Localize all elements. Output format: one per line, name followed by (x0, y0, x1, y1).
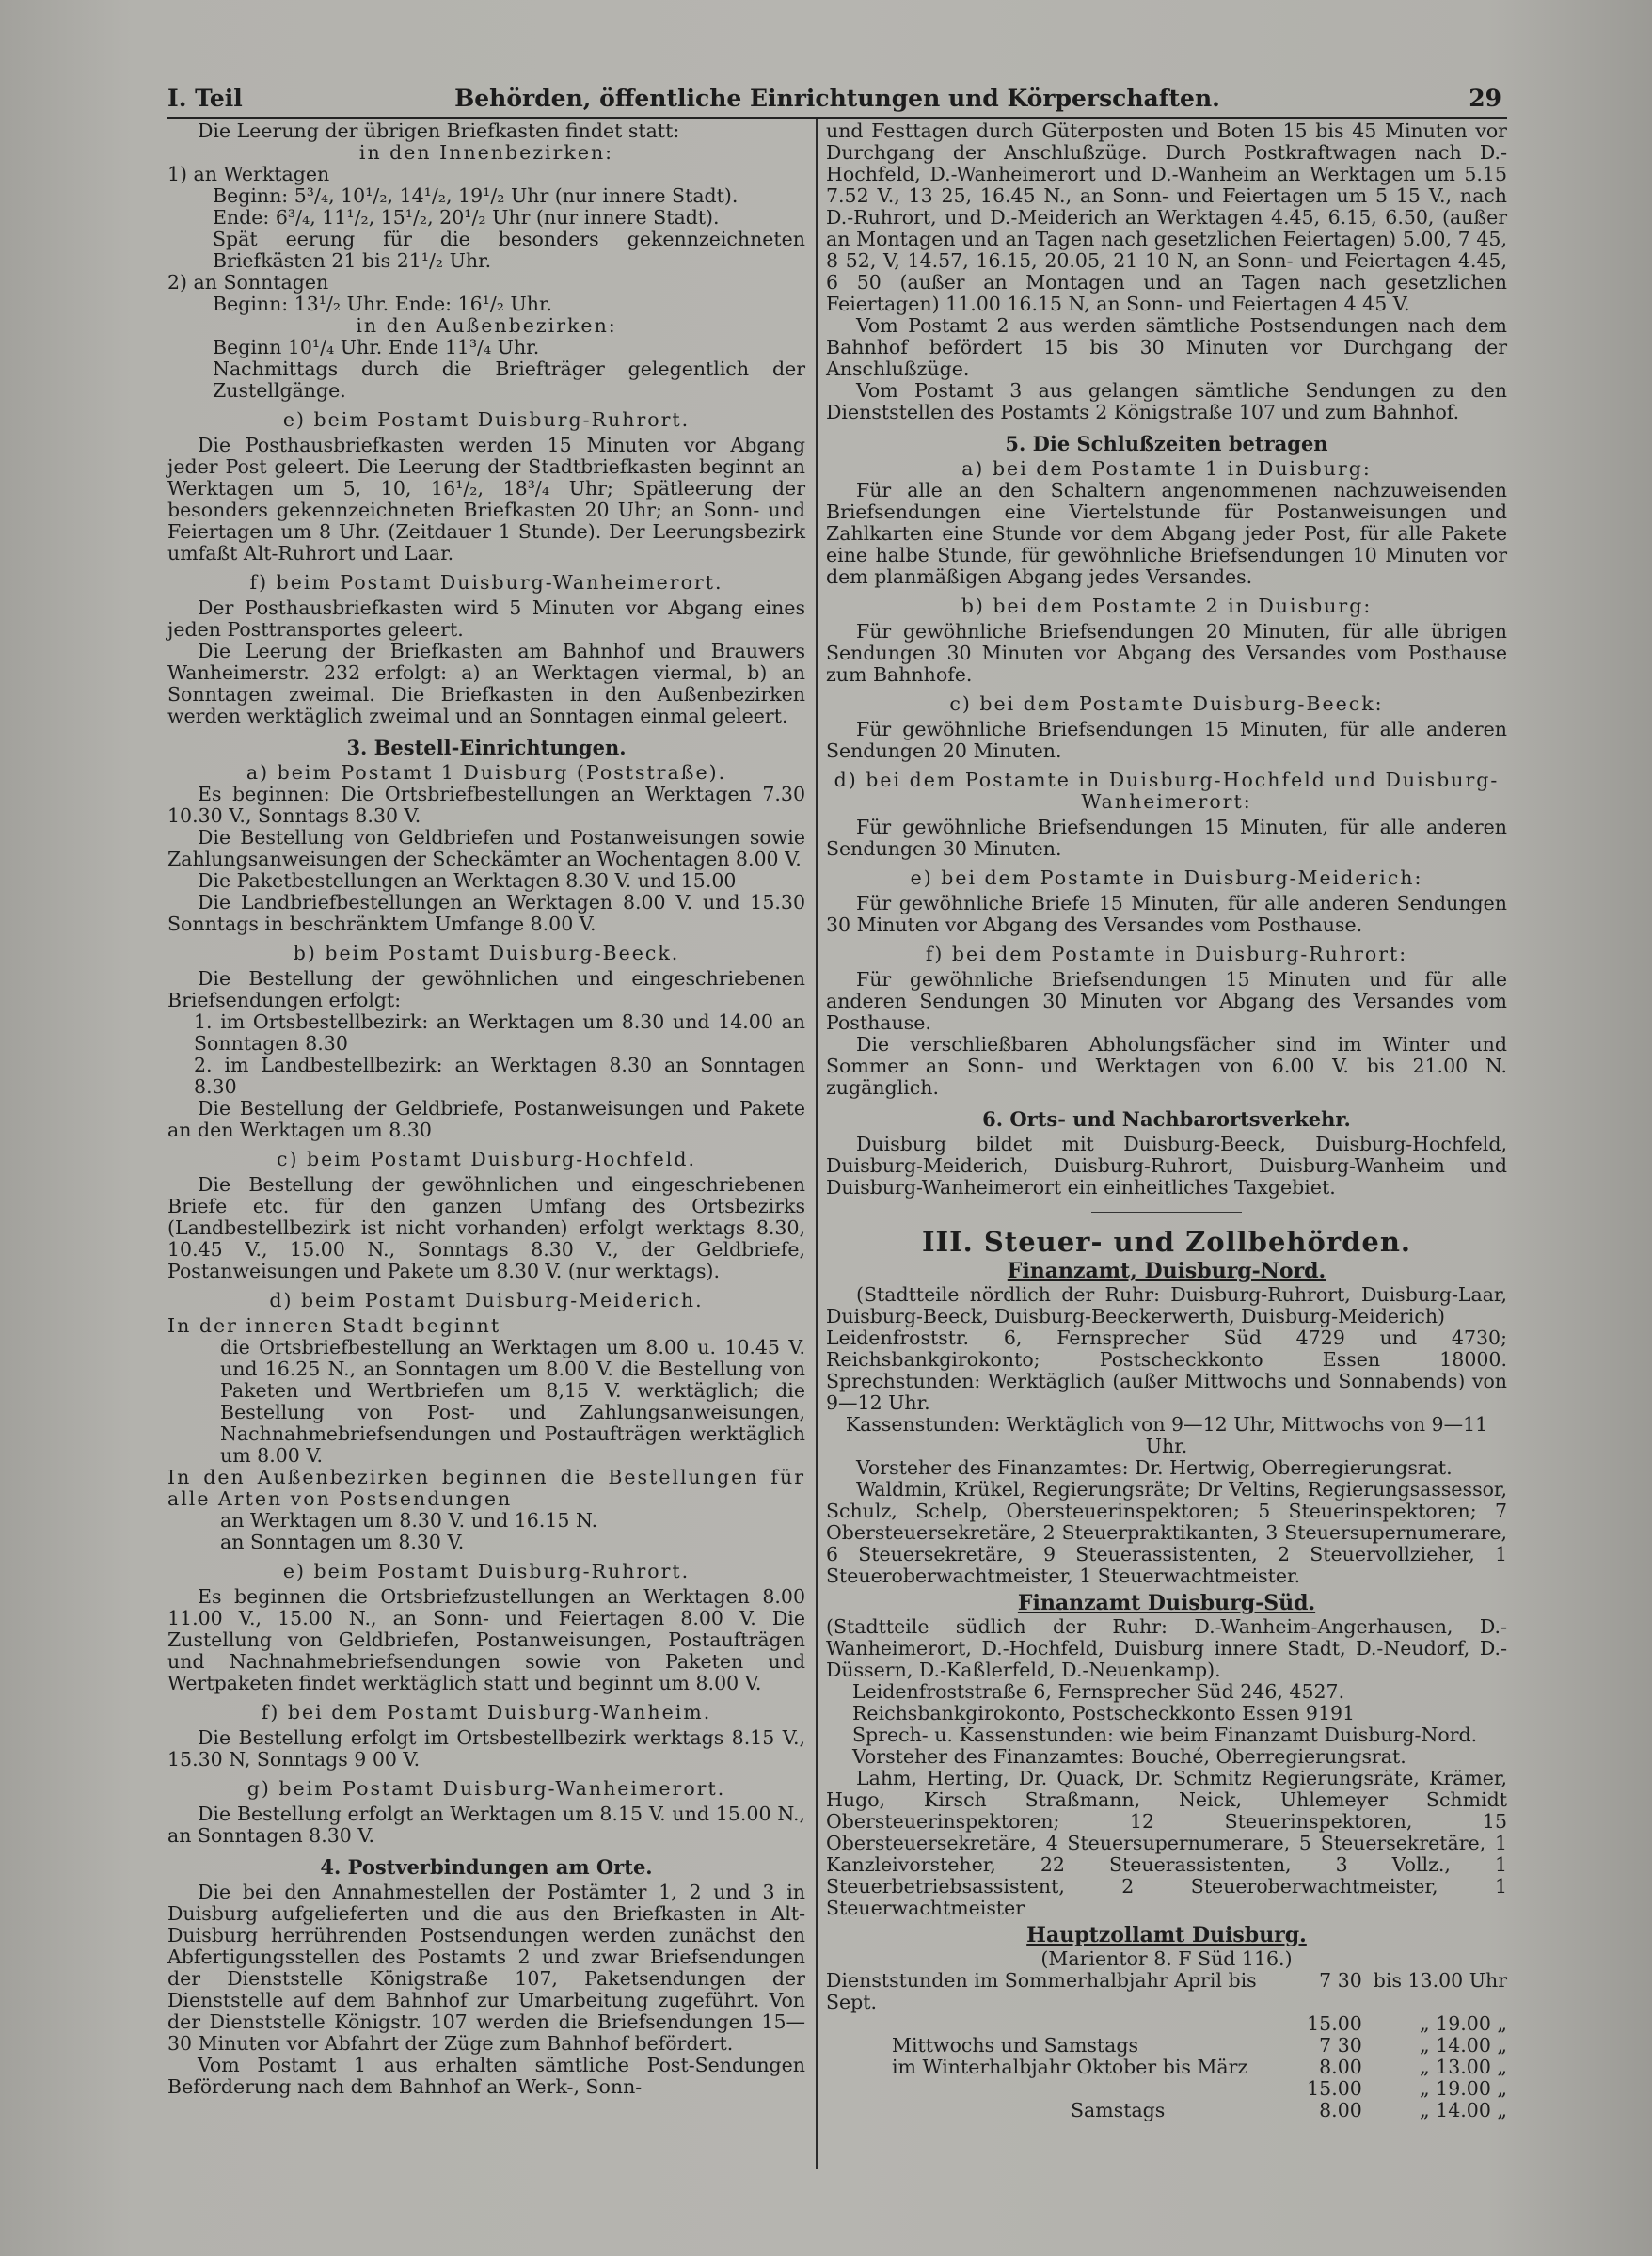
table-cell-from: 7 30 (1319, 2034, 1362, 2057)
subsection-heading: b) bei dem Postamte 2 in Duisburg: (961, 595, 1373, 617)
paragraph: In der inneren Stadt beginnt (167, 1314, 501, 1337)
paragraph: die Ortsbriefbestellung an Werktagen um 8.00 u. 10.45 V. und 16.25 N., an Sonntagen um 8.00 V. die Bestellung von Paketen und Wertbriefen um 8,15 V. werktäglich; die Bestellung von Post- und Zahlungsanweisungen, Nachnahmebriefsendungen und Postaufträgen werktäglich um 8.00 V. (220, 1336, 805, 1467)
table-cell-to: „ 13.00 „ (1420, 2056, 1507, 2078)
list-item: 1. im Ortsbestellbezirk: an Werktagen um 8.30 und 14.00 an Sonntagen 8.30 (194, 1010, 805, 1055)
table-cell-label: Dienststunden im Sommerhalbjahr April bis Sept. (826, 1969, 1257, 2013)
paragraph: Vom Postamt 1 aus erhalten sämtliche Post-Sendungen Beförderung nach dem Bahnhof an Werk-, Sonn- (167, 2054, 805, 2098)
page-number: 29 (1469, 85, 1501, 112)
paragraph: Für gewöhnliche Briefsendungen 15 Minuten und für alle anderen Sendungen 30 Minuten vor Abgang des Versandes vom Posthause. (826, 968, 1507, 1034)
paragraph: Beginn: 13¹/₂ Uhr. Ende: 16¹/₂ Uhr. (213, 293, 553, 315)
paragraph: Die Paketbestellungen an Werktagen 8.30 V. und 15.00 (198, 869, 737, 892)
subsection-heading: f) beim Postamt Duisburg-Wanheimerort. (249, 571, 723, 594)
table-cell-to: „ 14.00 „ (1420, 2034, 1507, 2057)
office-heading: Hauptzollamt Duisburg. (1026, 1923, 1307, 1947)
hours-table (826, 1970, 1507, 2121)
table-cell-label: Mittwochs und Samstags (892, 2034, 1139, 2057)
table-cell-from: 15.00 (1307, 2077, 1362, 2100)
table-row (826, 2078, 1507, 2100)
page-title: Behörden, öffentliche Einrichtungen und Körperschaften. (454, 85, 1220, 112)
paragraph: Reichsbankgirokonto, Postscheckkonto Essen 9191 (852, 1702, 1356, 1724)
subsection-heading: f) bei dem Postamte in Duisburg-Ruhrort: (925, 943, 1408, 965)
paragraph: Die verschließbaren Abholungsfächer sind im Winter und Sommer an Sonn- und Werktagen von 6.00 V. bis 21.00 N. zugänglich. (826, 1033, 1507, 1099)
table-row (826, 2035, 1507, 2057)
section-heading: 5. Die Schlußzeiten betragen (1005, 432, 1328, 455)
paragraph: an Sonntagen um 8.30 V. (220, 1531, 465, 1553)
table-cell-to: bis 13.00 Uhr (1373, 1969, 1507, 1992)
table-cell-from: 8.00 (1319, 2056, 1362, 2078)
paragraph: Vom Postamt 3 aus gelangen sämtliche Sendungen zu den Dienststellen des Postamts 2 Königstraße 107 und zum Bahnhof. (826, 379, 1507, 423)
paragraph: In den Außenbezirken beginnen die Bestellungen für alle Arten von Postsendungen (167, 1466, 805, 1510)
paragraph: Die Leerung der Briefkasten am Bahnhof und Brauwers Wanheimerstr. 232 erfolgt: a) an Werktagen viermal, b) an Sonntagen zweimal. Die Briefkasten in den Außenbezirken werden werktäglich zweimal und an Sonntagen einmal geleert. (167, 640, 805, 727)
paragraph: Vorsteher des Finanzamtes: Bouché, Oberregierungsrat. (852, 1745, 1406, 1768)
paragraph: Die Bestellung der gewöhnlichen und eingeschriebenen Briefsendungen erfolgt: (167, 967, 805, 1011)
paragraph: Die Bestellung erfolgt an Werktagen um 8.15 V. und 15.00 N., an Sonntagen 8.30 V. (167, 1803, 805, 1847)
paragraph: Für gewöhnliche Briefe 15 Minuten, für alle anderen Sendungen 30 Minuten vor Abgang des Versandes vom Posthause. (826, 892, 1507, 936)
table-row (826, 2100, 1507, 2121)
list-label: 2) an Sonntagen (167, 271, 329, 294)
table-row (826, 1970, 1507, 2013)
paragraph: Ende: 6³/₄, 11¹/₂, 15¹/₂, 20¹/₂ Uhr (nur innere Stadt). (213, 206, 720, 229)
paragraph: Die Landbriefbestellungen an Werktagen 8.00 V. und 15.30 Sonntags in beschränktem Umfange 8.00 V. (167, 891, 805, 935)
chapter-heading: III. Steuer- und Zollbehörden. (921, 1226, 1412, 1258)
table-cell-to: „ 19.00 „ (1420, 2077, 1507, 2100)
paragraph: Für gewöhnliche Briefsendungen 15 Minuten, für alle anderen Sendungen 30 Minuten. (826, 816, 1507, 860)
subsection-heading: a) beim Postamt 1 Duisburg (Poststraße). (246, 761, 727, 784)
office-heading: Finanzamt, Duisburg-Nord. (1007, 1259, 1326, 1283)
section-heading: 4. Postverbindungen am Orte. (320, 1855, 653, 1879)
paragraph: (Stadtteile nördlich der Ruhr: Duisburg-Ruhrort, Duisburg-Laar, Duisburg-Beeck, Duisburg-Beeckerwerth, Duisburg-Meiderich) (826, 1283, 1507, 1327)
subsection-heading: c) bei dem Postamte Duisburg-Beeck: (949, 692, 1384, 715)
subsection-heading: e) bei dem Postamte in Duisburg-Meiderich: (910, 866, 1423, 889)
office-heading: Finanzamt Duisburg-Süd. (1017, 1591, 1316, 1615)
subsection-heading: f) bei dem Postamt Duisburg-Wanheim. (261, 1701, 712, 1724)
paragraph: Die bei den Annahmestellen der Postämter 1, 2 und 3 in Duisburg aufgelieferten und die aus den Briefkasten in Alt-Duisburg herrührenden Postsendungen werden zunächst den Abfertigungsstellen des Postamts 2 und zwar Briefsendungen der Dienststelle Königstraße 107, Paketsendungen der Dienststelle auf dem Bahnhof zur Umarbeitung zugeführt. Von der Dienststelle Königstr. 107 werden die Briefsendungen 15—30 Minuten vor Abfahrt der Züge zum Bahnhof befördert. (167, 1881, 805, 2055)
paragraph: Die Bestellung erfolgt im Ortsbestellbezirk werktags 8.15 V., 15.30 N, Sonntags 9 00 V. (167, 1726, 805, 1771)
paragraph: an Werktagen um 8.30 V. und 16.15 N. (220, 1509, 598, 1532)
paragraph: (Stadtteile südlich der Ruhr: D.-Wanheim-Angerhausen, D.-Wanheimerort, D.-Hochfeld, Duisburg innere Stadt, D.-Neudorf, D.-Düssern, D.-Kaßlerfeld, D.-Neuenkamp). (826, 1615, 1507, 1681)
table-cell-from: 8.00 (1319, 2099, 1362, 2121)
table-cell-label (826, 2078, 1295, 2100)
table-cell-to: „ 14.00 „ (1420, 2099, 1507, 2121)
paragraph: und Festtagen durch Güterposten und Boten 15 bis 45 Minuten vor Durchgang der Anschlußzüge. Durch Postkraftwagen nach D.-Hochfeld, D.-Wanheimerort und D.-Wanheim an Werktagen um 5.15 7.52 V., 13 25, 16.45 N., an Sonn- und Feiertagen um 5 15 V., nach D.-Ruhrort, und D.-Meiderich an Werktagen 4.45, 6.15, 6.50, (außer an Montagen und an Tagen nach gesetzlichen Feiertagen) 5.00, 7 45, 8 52, V, 14.57, 16.15, 20.05, 21 10 N, an Sonn- und Feiertagen 4.45, 6 50 (außer an Montagen und an Tagen nach gesetzlichen Feiertagen) 11.00 16.15 N, an Sonn- und Feiertagen 4 45 V. (826, 119, 1507, 315)
part-label: I. Teil (167, 85, 243, 112)
paragraph: Lahm, Herting, Dr. Quack, Dr. Schmitz Regierungsräte, Krämer, Hugo, Kirsch Straßmann, Neick, Uhlemeyer Schmidt Obersteuerinspektoren; 12 Steuerinspektoren, 15 Obersteuersekretäre, 4 Steuersupernumerare, 5 Steuersekretäre, 1 Kanzleivorsteher, 22 Steuerassistenten, 3 Vollz., 1 Steuerbetriebsassistent, 2 Steueroberwachtmeister, 1 Steuerwachtmeister (826, 1767, 1507, 1919)
section-heading: 3. Bestell-Einrichtungen. (346, 736, 627, 759)
table-cell-from: 7 30 (1319, 1969, 1362, 1992)
subsection-heading: c) beim Postamt Duisburg-Hochfeld. (277, 1148, 696, 1170)
table-cell-from: 15.00 (1307, 2012, 1362, 2035)
paragraph: Duisburg bildet mit Duisburg-Beeck, Duisburg-Hochfeld, Duisburg-Meiderich, Duisburg-Ruhrort, Duisburg-Wanheim und Duisburg-Wanheimerort ein einheitliches Taxgebiet. (826, 1133, 1507, 1199)
paragraph: Die Bestellung von Geldbriefen und Postanweisungen sowie Zahlungsanweisungen der Scheckämter an Wochentagen 8.00 V. (167, 826, 805, 870)
paragraph: Beginn 10¹/₄ Uhr. Ende 11³/₄ Uhr. (213, 336, 540, 358)
table-row (826, 2013, 1507, 2035)
paragraph: Spät eerung für die besonders gekennzeichneten Briefkästen 21 bis 21¹/₂ Uhr. (213, 228, 805, 272)
subsection-heading: g) beim Postamt Duisburg-Wanheimerort. (246, 1777, 726, 1800)
table-cell-to: „ 19.00 „ (1420, 2012, 1507, 2035)
table-cell-label (826, 2013, 1295, 2035)
paragraph: Die Bestellung der gewöhnlichen und eingeschriebenen Briefe etc. für den ganzen Umfang des Ortsbezirks (Landbestellbezirk ist nicht vorhanden) erfolgt werktags 8.30, 10.45 V., 15.00 N., Sonntags 8.30 V., der Geldbriefe, Postanweisungen und Pakete um 8.30 V. (nur werktags). (167, 1173, 805, 1282)
subheading: in den Außenbezirken: (356, 314, 617, 337)
subheading: in den Innenbezirken: (358, 141, 614, 164)
paragraph: Für gewöhnliche Briefsendungen 20 Minuten, für alle übrigen Sendungen 30 Minuten vor Abgang des Versandes vom Posthause zum Bahnhofe. (826, 620, 1507, 686)
paragraph: Leidenfroststr. 6, Fernsprecher Süd 4729 und 4730; Reichsbankgirokonto; Postscheckkonto Essen 18000. Sprechstunden: Werktäglich (außer Mittwochs und Sonnabends) von 9—12 Uhr. (826, 1327, 1507, 1414)
subsection-heading: e) beim Postamt Duisburg-Ruhrort. (282, 1560, 691, 1582)
paragraph: Es beginnen die Ortsbriefzustellungen an Werktagen 8.00 11.00 V., 15.00 N., an Sonn- und Feiertagen 8.00 V. Die Zustellung von Geldbriefen, Postanweisungen, Postaufträgen und Nachnahmebriefsendungen sowie von Paketen und Wertpaketen findet werktäglich statt und beginnt um 8.00 V. (167, 1585, 805, 1694)
table-row (826, 2057, 1507, 2078)
paragraph: Die Bestellung der Geldbriefe, Postanweisungen und Pakete an den Werktagen um 8.30 (167, 1097, 805, 1141)
right-column (826, 120, 1507, 2121)
paragraph: Die Leerung der übrigen Briefkasten findet statt: (198, 119, 680, 142)
paragraph: Für alle an den Schaltern angenommenen nachzuweisenden Briefsendungen eine Viertelstunde für Postanweisungen und Zahlkarten eine Stunde vor dem Abgang jeder Post, für alle Pakete eine halbe Stunde, für gewöhnliche Briefsendungen 10 Minuten vor dem planmäßigen Abgang jedes Versandes. (826, 479, 1507, 588)
paragraph: Für gewöhnliche Briefsendungen 15 Minuten, für alle anderen Sendungen 20 Minuten. (826, 718, 1507, 762)
subsection-heading: b) beim Postamt Duisburg-Beeck. (293, 942, 680, 964)
table-cell-label: Samstags (1071, 2099, 1166, 2121)
list-item: 2. im Landbestellbezirk: an Werktagen 8.30 an Sonntagen 8.30 (194, 1054, 805, 1098)
subsection-heading: d) beim Postamt Duisburg-Meiderich. (269, 1289, 704, 1311)
column-divider (816, 119, 818, 2169)
paragraph: Vorsteher des Finanzamtes: Dr. Hertwig, Oberregierungsrat. (856, 1456, 1453, 1479)
paragraph: Beginn: 5³/₄, 10¹/₂, 14¹/₂, 19¹/₂ Uhr (nur innere Stadt). (213, 184, 739, 207)
address-line: (Marientor 8. F Süd 116.) (1040, 1947, 1293, 1970)
paragraph: Nachmittags durch die Briefträger gelegentlich der Zustellgänge. (213, 357, 805, 402)
list-label: 1) an Werktagen (167, 163, 330, 185)
subsection-heading: a) bei dem Postamte 1 in Duisburg: (961, 457, 1372, 480)
paragraph: Es beginnen: Die Ortsbriefbestellungen an Werktagen 7.30 10.30 V., Sonntags 8.30 V. (167, 783, 805, 827)
subsection-heading: d) bei dem Postamte in Duisburg-Hochfeld und Duisburg-Wanheimerort: (834, 769, 1500, 813)
paragraph: Vom Postamt 2 aus werden sämtliche Postsendungen nach dem Bahnhof befördert 15 bis 30 Minuten vor Durchgang der Anschlußzüge. (826, 314, 1507, 380)
paragraph: Der Posthausbriefkasten wird 5 Minuten vor Abgang eines jeden Posttransportes geleert. (167, 596, 805, 641)
paragraph: Die Posthausbriefkasten werden 15 Minuten vor Abgang jeder Post geleert. Die Leerung der Stadtbriefkasten beginnt an Werktagen um 5, 10, 16¹/₂, 18³/₄ Uhr; Spätleerung der besonders gekennzeichneten Briefkasten 20 Uhr; an Sonn- und Feiertagen um 8 Uhr. (Zeitdauer 1 Stunde). Der Leerungsbezirk umfaßt Alt-Ruhrort und Laar. (167, 434, 805, 564)
paragraph: Kassenstunden: Werktäglich von 9—12 Uhr, Mittwochs von 9—11 Uhr. (845, 1413, 1488, 1457)
running-header (167, 81, 1507, 119)
paragraph: Sprech- u. Kassenstunden: wie beim Finanzamt Duisburg-Nord. (852, 1724, 1478, 1746)
left-column (167, 120, 805, 2098)
section-divider (1091, 1212, 1242, 1213)
paragraph: Waldmin, Krükel, Regierungsräte; Dr Veltins, Regierungsassessor, Schulz, Schelp, Obersteuerinspektoren; 5 Steuerinspektoren; 7 Obersteuersekretäre, 2 Steuerpraktikanten, 3 Steuersupernumerare, 6 Steuersekretäre, 9 Steuerassistenten, 2 Steuervollzieher, 1 Steueroberwachtmeister, 1 Steuerwachtmeister. (826, 1478, 1507, 1587)
paragraph: Leidenfroststraße 6, Fernsprecher Süd 246, 4527. (852, 1680, 1345, 1703)
subsection-heading: e) beim Postamt Duisburg-Ruhrort. (282, 408, 691, 431)
section-heading: 6. Orts- und Nachbarortsverkehr. (982, 1107, 1351, 1131)
table-cell-label: im Winterhalbjahr Oktober bis März (892, 2056, 1248, 2078)
